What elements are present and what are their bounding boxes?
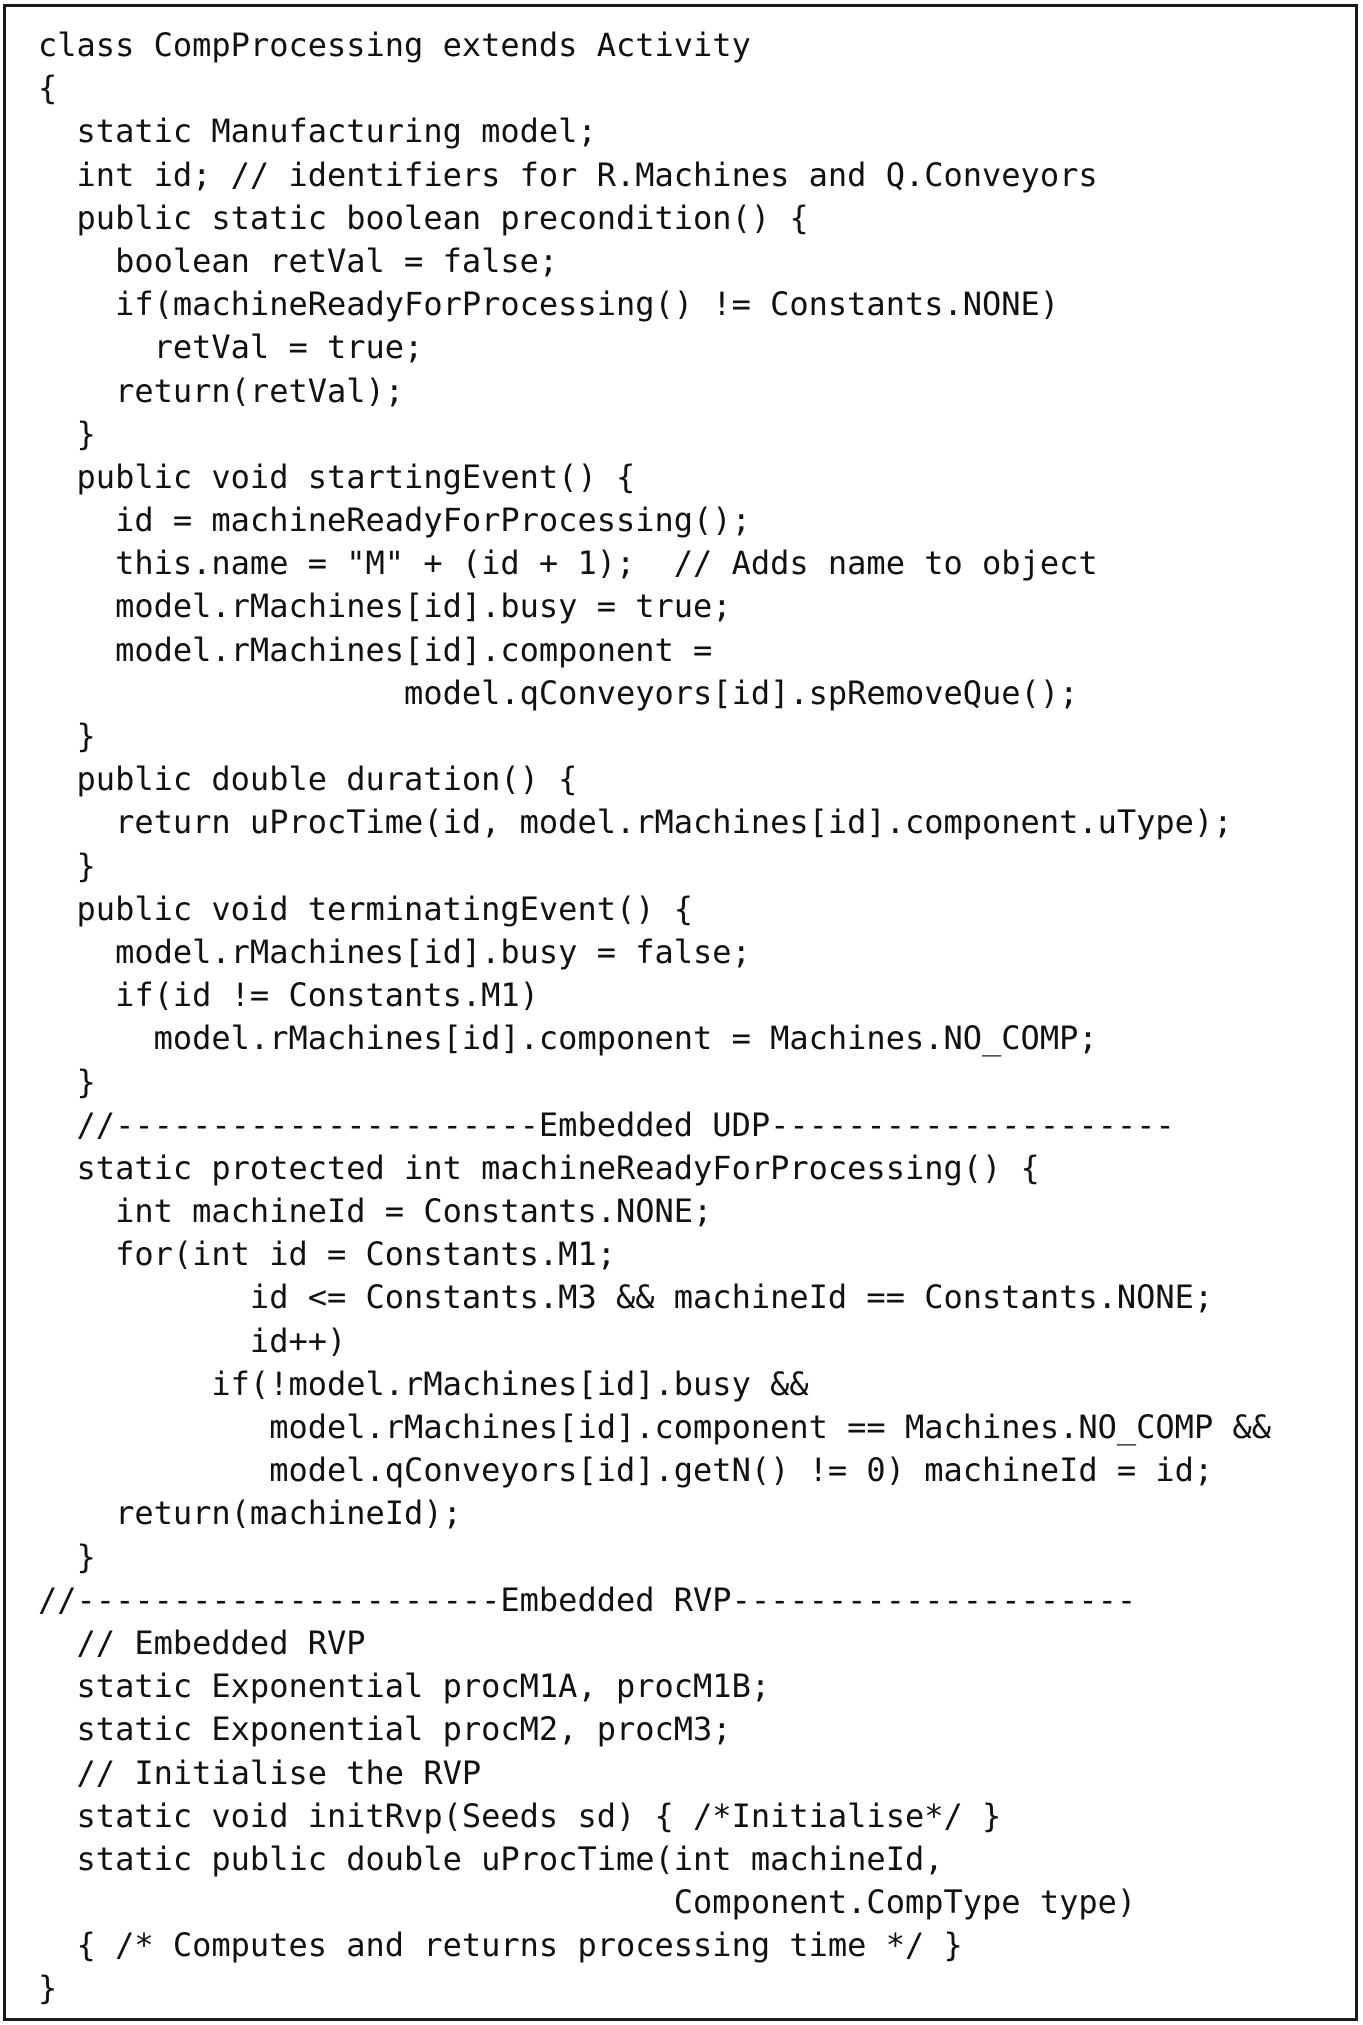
- code-line: model.qConveyors[id].getN() != 0) machineId = id;: [38, 1451, 1214, 1490]
- code-line: return uProcTime(id, model.rMachines[id].component.uType);: [38, 803, 1233, 842]
- code-line: if(id != Constants.M1): [38, 976, 539, 1015]
- code-line: static Exponential procM2, procM3;: [38, 1710, 732, 1749]
- code-line: static public double uProcTime(int machineId,: [38, 1839, 944, 1878]
- code-line: return(retVal);: [38, 371, 405, 410]
- code-line: boolean retVal = false;: [38, 241, 559, 280]
- code-line: model.qConveyors[id].spRemoveQue();: [38, 673, 1079, 712]
- code-line: public void startingEvent() {: [38, 457, 636, 496]
- code-line: model.rMachines[id].busy = false;: [38, 932, 751, 971]
- code-line: public static boolean precondition() {: [38, 198, 809, 237]
- code-line: int id; // identifiers for R.Machines and Q.Conveyors: [38, 155, 1098, 194]
- code-line: return(machineId);: [38, 1494, 462, 1533]
- code-line: model.rMachines[id].component =: [38, 630, 713, 669]
- code-line: static void initRvp(Seeds sd) { /*Initialise*/ }: [38, 1796, 1002, 1835]
- code-listing: [38, 24, 1355, 2011]
- code-line: }: [38, 1062, 96, 1101]
- code-line: }: [38, 1537, 96, 1576]
- code-line: static protected int machineReadyForProcessing() {: [38, 1148, 1040, 1187]
- code-line: id = machineReadyForProcessing();: [38, 501, 751, 540]
- code-line: if(machineReadyForProcessing() != Constants.NONE): [38, 285, 1060, 324]
- code-line: // Embedded RVP: [38, 1623, 366, 1662]
- code-line: {: [38, 69, 58, 108]
- code-line: public void terminatingEvent() {: [38, 889, 694, 928]
- code-line: int machineId = Constants.NONE;: [38, 1192, 713, 1231]
- code-line: //----------------------Embedded UDP---------------------: [38, 1105, 1175, 1144]
- code-line: { /* Computes and returns processing time */ }: [38, 1926, 963, 1965]
- code-line: id <= Constants.M3 && machineId == Constants.NONE;: [38, 1278, 1214, 1317]
- code-line: if(!model.rMachines[id].busy &&: [38, 1364, 809, 1403]
- code-line: this.name = "M" + (id + 1); // Adds name to object: [38, 544, 1098, 583]
- code-line: static Exponential procM1A, procM1B;: [38, 1667, 771, 1706]
- code-line: model.rMachines[id].busy = true;: [38, 587, 732, 626]
- code-line: }: [38, 717, 96, 755]
- code-line: class CompProcessing extends Activity: [38, 26, 751, 64]
- code-line: model.rMachines[id].component = Machines.NO_COMP;: [38, 1019, 1098, 1058]
- code-line: id++): [38, 1321, 347, 1360]
- code-line: Component.CompType type): [38, 1883, 1137, 1922]
- code-line: model.rMachines[id].component == Machines.NO_COMP &&: [38, 1408, 1271, 1446]
- code-line: //----------------------Embedded RVP---------------------: [38, 1580, 1137, 1619]
- code-line: for(int id = Constants.M1;: [38, 1235, 616, 1274]
- code-line: retVal = true;: [38, 328, 424, 367]
- code-line: }: [38, 846, 96, 885]
- code-line: }: [38, 1969, 58, 2008]
- code-line: }: [38, 414, 96, 453]
- code-listing-frame: [3, 4, 1358, 2021]
- code-line: public double duration() {: [38, 760, 578, 799]
- code-line: // Initialise the RVP: [38, 1753, 482, 1792]
- code-line: static Manufacturing model;: [38, 112, 597, 151]
